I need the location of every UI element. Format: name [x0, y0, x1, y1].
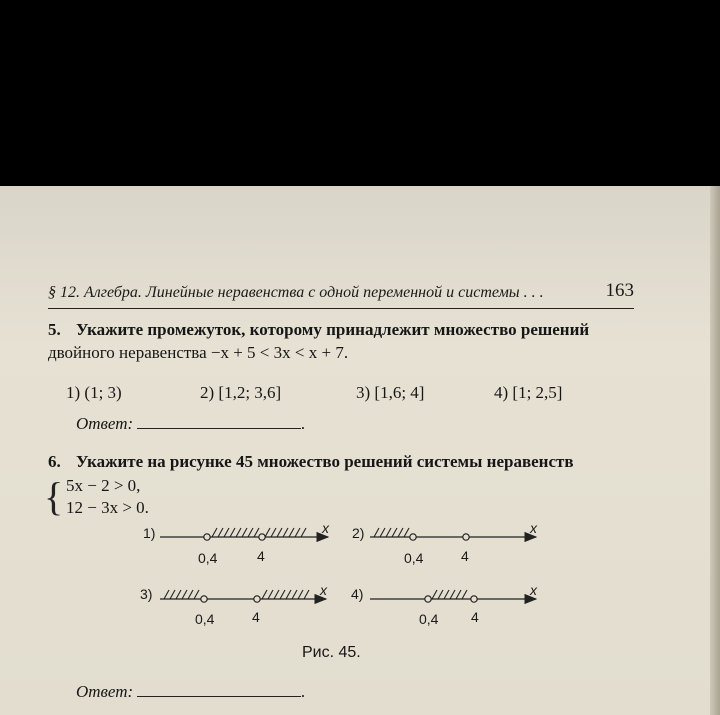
task5-option-4[interactable]: 4) [1; 2,5]: [494, 383, 563, 402]
numberline-option-1[interactable]: [143, 520, 330, 566]
numberline-3-point-a: 0,4: [195, 611, 215, 627]
numberline-option-4[interactable]: [351, 582, 538, 627]
task5-answer: Ответ: .: [76, 414, 306, 433]
figure-caption: Рис. 45.: [302, 644, 361, 661]
task6-system-1: 5x − 2 > 0,: [66, 476, 141, 495]
numberline-2-axis: x: [530, 520, 537, 536]
numberline-option-3[interactable]: [140, 582, 328, 627]
numberline-1-point-b: 4: [257, 548, 265, 564]
numberline-2-point-b: 4: [461, 548, 469, 564]
task6-number: 6.: [48, 452, 61, 471]
figure-45: [0, 186, 720, 715]
numberline-4-point-a: 0,4: [419, 611, 439, 627]
task6-system-2: 12 − 3x > 0.: [66, 498, 149, 517]
textbook-page: [0, 186, 720, 715]
numberline-1-axis: x: [322, 520, 329, 536]
task5-answer-label: Ответ:: [76, 414, 134, 433]
system-brace: {: [44, 474, 64, 519]
task6-line1: Укажите на рисунке 45 множество решений системы неравенств: [76, 452, 574, 471]
page-number: 163: [605, 280, 634, 301]
header-title: § 12. Алгебра. Линейные неравенства с одной переменной и системы . . .: [48, 284, 544, 301]
numberline-4-axis: x: [530, 582, 537, 598]
numberline-3-axis: x: [320, 582, 327, 598]
numberline-3-label: 3): [140, 586, 153, 602]
numberline-2-label: 2): [352, 525, 365, 541]
numberline-2-point-a: 0,4: [404, 550, 424, 566]
task5-option-2[interactable]: 2) [1,2; 3,6]: [200, 383, 282, 402]
task5-option-3[interactable]: 3) [1,6; 4]: [356, 383, 425, 402]
numberline-option-2[interactable]: [352, 520, 538, 566]
numberline-4-label: 4): [351, 586, 364, 602]
task6-answer-label: Ответ:: [76, 682, 134, 701]
task5-number: 5.: [48, 320, 61, 339]
numberline-4-point-b: 4: [471, 609, 479, 625]
numberline-3-hatch: [164, 590, 309, 599]
task6-answer-field[interactable]: [137, 682, 301, 697]
numberline-4-hatch: [432, 590, 467, 599]
task5-line2: двойного неравенства −x + 5 < 3x < x + 7.: [48, 343, 349, 362]
task6-answer: Ответ: .: [76, 682, 306, 701]
numberline-1-point-a: 0,4: [198, 550, 218, 566]
task5-line1: Укажите промежуток, которому принадлежит множество решений: [76, 320, 590, 339]
task5-option-1[interactable]: 1) (1; 3): [66, 383, 122, 402]
numberline-1-label: 1): [143, 525, 156, 541]
numberline-2-hatch: [374, 528, 409, 537]
numberline-3-point-b: 4: [252, 609, 260, 625]
